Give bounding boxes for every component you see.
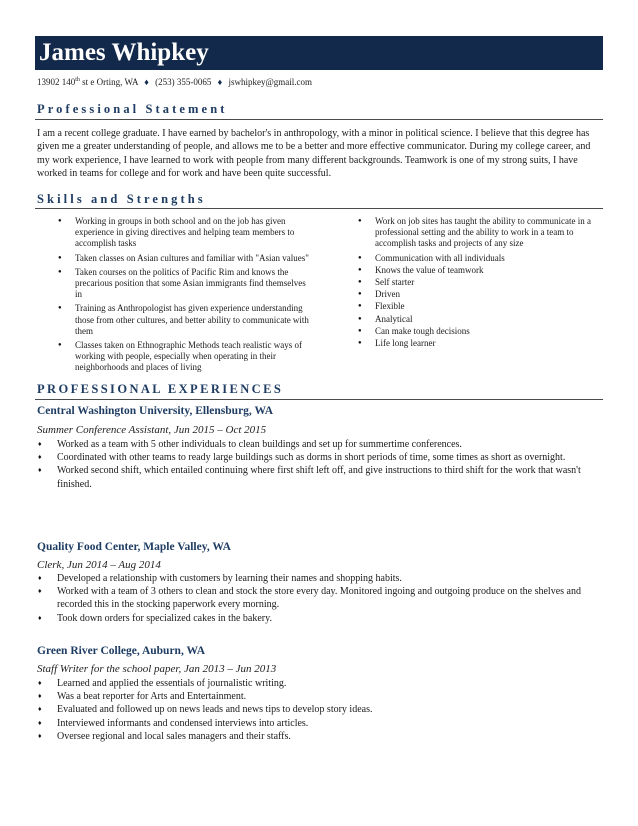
job-role: Staff Writer for the school paper, Jan 2013 – Jun 2013 <box>37 663 277 675</box>
job-role: Clerk, Jun 2014 – Aug 2014 <box>37 559 161 571</box>
list-item: ♦ Worked as a team with 5 other individuals to clean buildings and set up for summertime conferences. <box>37 438 603 451</box>
list-item: ♦ Evaluated and followed up on news leads and news tips to develop story ideas. <box>37 703 603 716</box>
skills-list-right <box>358 216 603 350</box>
job-employer: Central Washington University, Ellensburg, WA <box>37 405 274 417</box>
name-banner <box>35 36 603 70</box>
job-duties <box>37 572 603 625</box>
list-item: ● Can make tough decisions <box>358 326 603 337</box>
list-item: ♦ Worked with a team of 3 others to clean and stock the store every day. Monitored ingoing and outgoing produce on the shelves and recorded this in the stocking paperwork every morning. <box>37 585 603 611</box>
list-item: ♦ Was a beat reporter for Arts and Entertainment. <box>37 690 603 703</box>
list-item: ● Self starter <box>358 277 603 288</box>
list-item: ♦ Developed a relationship with customers by learning their names and shopping habits. <box>37 572 603 585</box>
contact-line <box>37 77 312 87</box>
email: jswhipkey@gmail.com <box>228 77 312 87</box>
list-item: ● Working in groups in both school and on the job has given experience in giving directives and helping team members to accomplish tasks <box>58 216 310 250</box>
phone: (253) 355-0065 <box>155 77 212 87</box>
section-title-statement: Professional Statement <box>37 102 228 116</box>
list-item: ● Life long learner <box>358 338 603 349</box>
section-divider <box>35 208 603 209</box>
section-divider <box>35 119 603 120</box>
section-title-skills: Skills and Strengths <box>37 192 206 206</box>
diamond-separator-icon: ♦ <box>217 77 223 87</box>
list-item: ● Communication with all individuals <box>358 253 603 264</box>
skills-list-left <box>58 216 310 377</box>
list-item: ♦ Took down orders for specialized cakes in the bakery. <box>37 612 603 625</box>
job-role: Summer Conference Assistant, Jun 2015 – Oct 2015 <box>37 424 267 436</box>
list-item: ● Analytical <box>358 314 603 325</box>
list-item: ● Knows the value of teamwork <box>358 265 603 276</box>
diamond-separator-icon: ♦ <box>144 77 149 87</box>
statement-text: I am a recent college graduate. I have earned by bachelor's in anthropology, with a minor in political science. I believe that this degree has given me a greater understanding of people, and allows me to be a better and more effective communicator. During my college career, and my work experience, I have learned to work with people from many different backgrounds. Teamwork is one of my strong suits, I have worked in teams for college and for work and have been quite successful. <box>37 128 591 180</box>
job-duties <box>37 677 603 743</box>
list-item: ● Training as Anthropologist has given experience understanding those from other cultures, and better ability to communicate with them <box>58 303 310 337</box>
list-item: ♦ Coordinated with other teams to ready large buildings such as dorms in short periods of time, some times as short as overnight. <box>37 451 603 464</box>
job-duties <box>37 438 603 491</box>
list-item: ♦ Interviewed informants and condensed interviews into articles. <box>37 717 603 730</box>
list-item: ● Taken courses on the politics of Pacific Rim and knows the precarious position that some Asian immigrants find themselves in <box>58 267 310 301</box>
list-item: ● Work on job sites has taught the ability to communicate in a professional setting and the ability to work in a team to accomplish tasks and projects of any size <box>358 216 603 250</box>
list-item: ♦ Oversee regional and local sales managers and their staffs. <box>37 730 603 743</box>
list-item: ● Classes taken on Ethnographic Methods teach realistic ways of working with people, especially when operating in their neighborhoods and places of living <box>58 340 310 374</box>
section-title-experience: PROFESSIONAL EXPERIENCES <box>37 382 284 396</box>
job-employer: Green River College, Auburn, WA <box>37 645 206 657</box>
job-employer: Quality Food Center, Maple Valley, WA <box>37 541 231 553</box>
section-divider <box>35 399 603 400</box>
list-item: ● Driven <box>358 289 603 300</box>
list-item: ● Flexible <box>358 301 603 312</box>
candidate-name: James Whipkey <box>39 39 209 66</box>
address: 13902 140th st e Orting, WA <box>37 77 139 87</box>
list-item: ● Taken classes on Asian cultures and familiar with "Asian values" <box>58 253 310 264</box>
list-item: ♦ Learned and applied the essentials of journalistic writing. <box>37 677 603 690</box>
list-item: ♦ Worked second shift, which entailed continuing where first shift left off, and give instructions to third shift for the work that wasn't finished. <box>37 464 603 490</box>
